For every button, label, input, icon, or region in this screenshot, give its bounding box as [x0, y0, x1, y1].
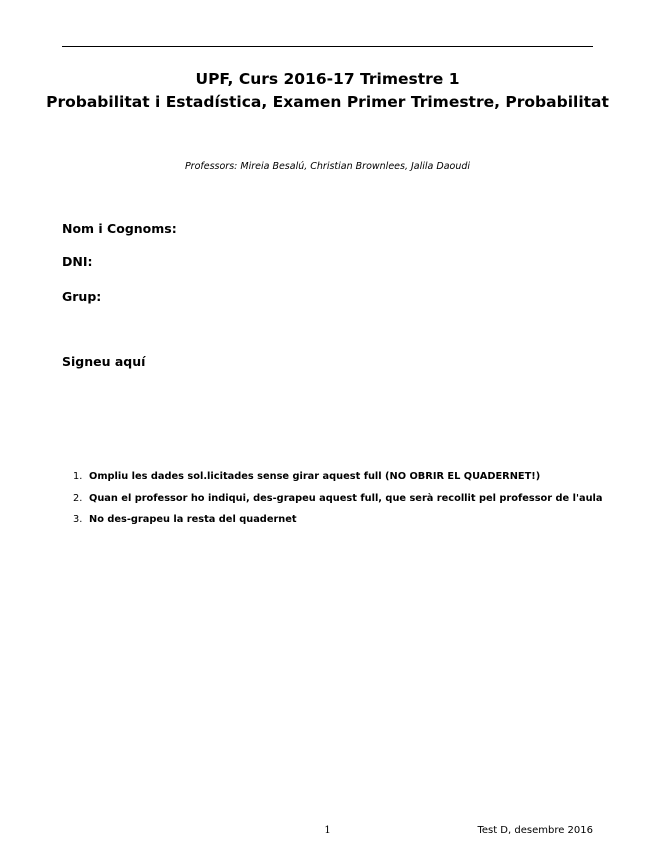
- exam-title-line1: UPF, Curs 2016-17 Trimestre 1: [195, 70, 460, 88]
- page-number: 1: [324, 825, 331, 836]
- signature-field-label: Signeu aquí: [62, 354, 146, 369]
- name-field-label: Nom i Cognoms:: [62, 221, 177, 236]
- header-rule: [62, 46, 593, 47]
- dni-field-label: DNI:: [62, 254, 93, 269]
- instruction-text: Quan el professor ho indiqui, des-grapeu aquest full, que serà recollit pel professor de l'aula: [89, 492, 603, 504]
- instruction-item: [62, 470, 593, 492]
- instruction-item: [62, 492, 603, 514]
- professors-line: Professors: Mireia Besalú, Christian Brownlees, Jalila Daoudi: [184, 161, 471, 172]
- instruction-item: [62, 513, 593, 535]
- instruction-number: 2.: [73, 492, 83, 504]
- group-field-label: Grup:: [62, 289, 102, 304]
- exam-title-line2: Probabilitat i Estadística, Examen Primer Trimestre, Probabilitat: [46, 93, 609, 111]
- test-version-label: Test D, desembre 2016: [477, 825, 593, 836]
- instruction-number: 1.: [73, 471, 83, 482]
- instruction-number: 3.: [73, 514, 83, 525]
- instructions-list: [62, 470, 603, 535]
- instruction-text: No des-grapeu la resta del quadernet: [89, 514, 297, 525]
- instruction-text: Ompliu les dades sol.licitades sense girar aquest full (NO OBRIR EL QUADERNET!): [89, 471, 541, 482]
